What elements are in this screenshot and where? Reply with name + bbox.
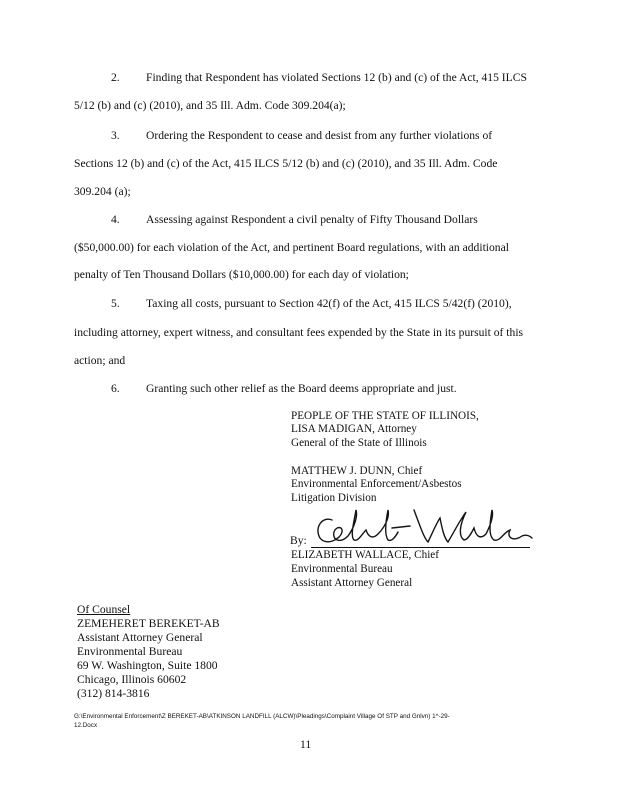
counsel-line: (312) 814-3816	[77, 687, 150, 700]
item-line: including attorney, expert witness, and consultant fees expended by the State in its pursuit of this	[74, 326, 524, 339]
item-number: 5.	[111, 297, 120, 310]
file-path: 12.Docx	[74, 722, 98, 729]
handwritten-signature	[310, 506, 535, 550]
signatory-line: Assistant Attorney General	[291, 577, 413, 589]
counsel-title: Of Counsel	[77, 603, 131, 616]
item-line: Ordering the Respondent to cease and desist from any further violations of	[146, 129, 493, 142]
item-line: Sections 12 (b) and (c) of the Act, 415 ILCS 5/12 (b) and (c) (2010), and 35 Ill. Adm. Code	[74, 157, 498, 170]
file-path: G:\Environmental Enforcement\Z BEREKET-AB\ATKINSON LANDFILL (ALCW)\Pleadings\Complaint Village Of STP and Gnlvn) 1^-29-	[74, 713, 450, 720]
item-line: 5/12 (b) and (c) (2010), and 35 Ill. Adm. Code 309.204(a);	[74, 99, 346, 112]
counsel-line: Assistant Attorney General	[77, 631, 203, 644]
by-label: By:	[290, 534, 307, 547]
party-line: PEOPLE OF THE STATE OF ILLINOIS,	[291, 410, 479, 422]
counsel-line: Chicago, Illinois 60602	[77, 673, 187, 686]
chief-line: Litigation Division	[291, 492, 377, 504]
chief-line: Environmental Enforcement/Asbestos	[291, 478, 462, 490]
item-line: action; and	[74, 354, 126, 367]
counsel-line: 69 W. Washington, Suite 1800	[77, 659, 218, 672]
counsel-line: Environmental Bureau	[77, 645, 183, 658]
counsel-line: ZEMEHERET BEREKET-AB	[77, 617, 220, 630]
item-line: Taxing all costs, pursuant to Section 42(f) of the Act, 415 ILCS 5/42(f) (2010),	[146, 297, 512, 310]
item-number: 2.	[111, 71, 120, 84]
signatory-line: Environmental Bureau	[291, 563, 393, 575]
item-number: 3.	[111, 129, 120, 142]
item-line: Finding that Respondent has violated Sections 12 (b) and (c) of the Act, 415 ILCS	[146, 71, 527, 84]
party-line: General of the State of Illinois	[291, 437, 427, 449]
item-line: ($50,000.00) for each violation of the Act, and pertinent Board regulations, with an additional	[74, 241, 509, 254]
signatory-line: ELIZABETH WALLACE, Chief	[291, 549, 439, 561]
item-line: penalty of Ten Thousand Dollars ($10,000.00) for each day of violation;	[74, 268, 409, 281]
item-number: 4.	[111, 213, 120, 226]
signature-line	[311, 547, 530, 548]
item-line: Assessing against Respondent a civil penalty of Fifty Thousand Dollars	[146, 213, 478, 226]
item-number: 6.	[111, 382, 120, 395]
party-line: LISA MADIGAN, Attorney	[291, 423, 417, 435]
page-number: 11	[300, 738, 312, 751]
chief-line: MATTHEW J. DUNN, Chief	[291, 465, 423, 477]
item-line: Granting such other relief as the Board deems appropriate and just.	[146, 382, 457, 395]
item-line: 309.204 (a);	[74, 185, 131, 198]
